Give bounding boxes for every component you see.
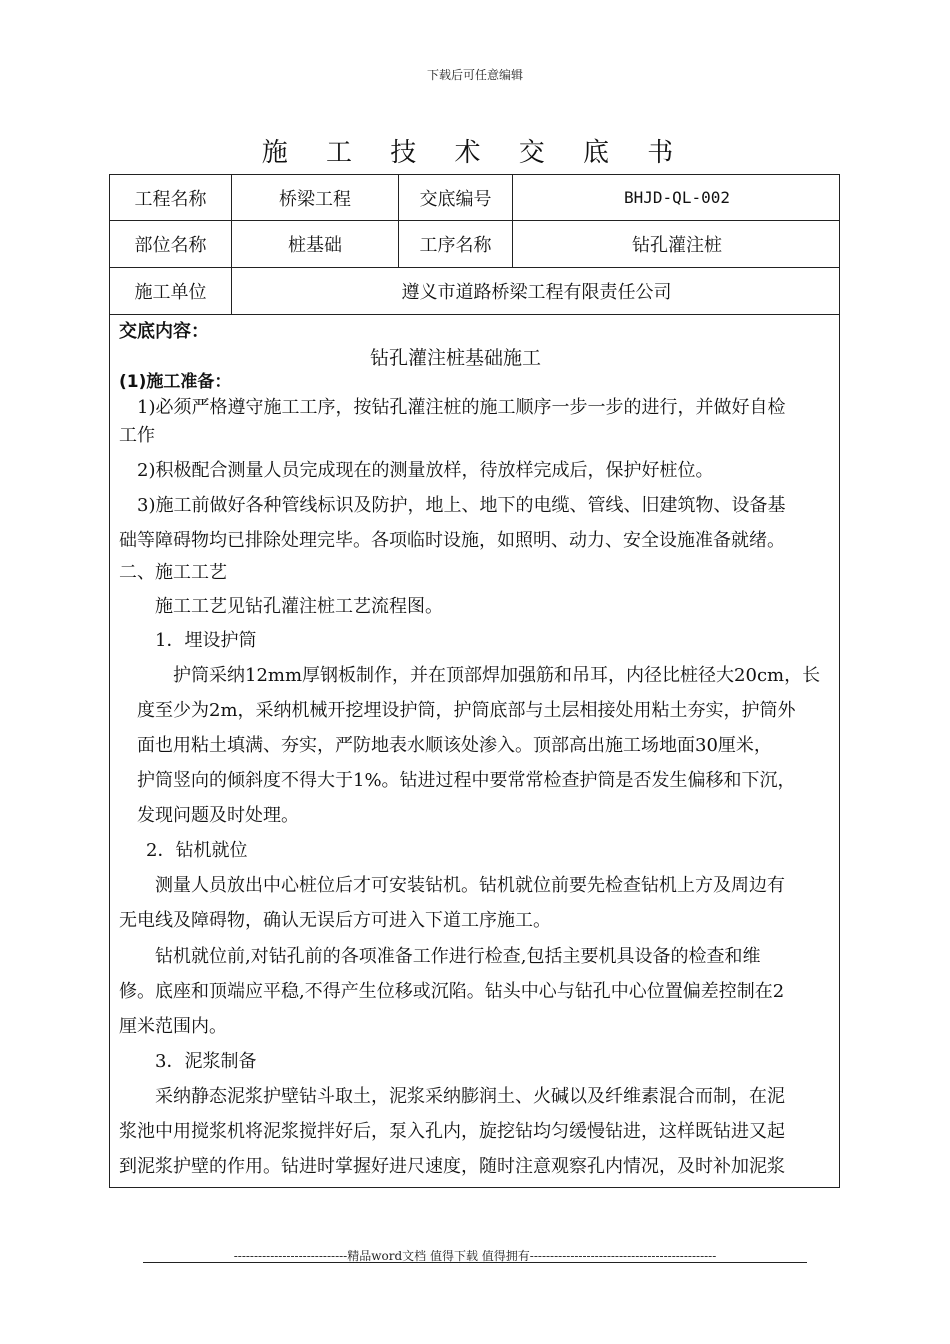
code-value: BHJD-QL-002 bbox=[624, 188, 730, 207]
part-name-value: 桩基础 bbox=[232, 221, 399, 267]
text-line: 础等障碍物均已排除处理完毕。各项临时设施，如照明、动力、安全设施准备就绪。 bbox=[119, 530, 785, 551]
process-name-value: 钻孔灌注桩 bbox=[632, 235, 722, 256]
text-line: 度至少为2m，采纳机械开挖埋设护筒，护筒底部与土层相接处用粘土夯实，护筒外 bbox=[137, 700, 796, 721]
process-name-label: 工序名称 bbox=[399, 221, 513, 267]
project-name-label: 工程名称 bbox=[110, 175, 232, 220]
text-line: 1)必须严格遵守施工工序，按钻孔灌注桩的施工顺序一步一步的进行，并做好自检 bbox=[137, 397, 786, 418]
content-subtitle: 钻孔灌注桩基础施工 bbox=[370, 347, 542, 369]
info-row-project bbox=[110, 175, 839, 221]
text-line: 护筒采纳12mm厚钢板制作，并在顶部焊加强筋和吊耳，内径比桩径大20cm，长 bbox=[173, 665, 821, 686]
subsection-rig: 2．钻机就位 bbox=[146, 840, 248, 861]
text-line: 施工工艺见钻孔灌注桩工艺流程图。 bbox=[155, 596, 443, 617]
construction-unit-label: 施工单位 bbox=[110, 268, 232, 314]
section-process: 二、施工工艺 bbox=[119, 562, 227, 583]
code-label: 交底编号 bbox=[399, 175, 513, 220]
text-line: 工作 bbox=[119, 425, 155, 446]
text-line: 到泥浆护壁的作用。钻进时掌握好进尺速度，随时注意观察孔内情况，及时补加泥浆 bbox=[119, 1156, 785, 1177]
footer-divider bbox=[143, 1262, 807, 1263]
disclosure-form bbox=[109, 174, 840, 1188]
text-line: 厘米范围内。 bbox=[119, 1016, 227, 1037]
info-row-part bbox=[110, 221, 839, 268]
text-line: 采纳静态泥浆护壁钻斗取土，泥浆采纳膨润土、火碱以及纤维素混合而制，在泥 bbox=[155, 1086, 785, 1107]
text-line: 测量人员放出中心桩位后才可安装钻机。钻机就位前要先检查钻机上方及周边有 bbox=[155, 875, 785, 896]
text-line: 无电线及障碍物，确认无误后方可进入下道工序施工。 bbox=[119, 910, 551, 931]
subsection-casing: 1．埋设护筒 bbox=[155, 630, 257, 651]
text-line: 发现问题及时处理。 bbox=[137, 805, 299, 826]
text-line: 钻机就位前,对钻孔前的各项准备工作进行检查,包括主要机具设备的检查和维 bbox=[155, 946, 761, 967]
text-line: 浆池中用搅浆机将泥浆搅拌好后，泵入孔内，旋挖钻均匀缓慢钻进，这样既钻进又起 bbox=[119, 1121, 785, 1142]
text-line: 修。底座和顶端应平稳,不得产生位移或沉陷。钻头中心与钻孔中心位置偏差控制在2 bbox=[119, 981, 785, 1002]
header-note: 下载后可任意编辑 bbox=[426, 68, 523, 82]
text-line: 护筒竖向的倾斜度不得大于1%。钻进过程中要常常检查护筒是否发生偏移和下沉， bbox=[137, 770, 796, 791]
info-row-unit bbox=[110, 268, 839, 315]
construction-unit-value: 遵义市道路桥梁工程有限责任公司 bbox=[401, 282, 672, 303]
content-heading: 交底内容： bbox=[119, 321, 209, 342]
part-name-label: 部位名称 bbox=[110, 221, 232, 267]
text-line: 3)施工前做好各种管线标识及防护，地上、地下的电缆、管线、旧建筑物、设备基 bbox=[137, 495, 786, 516]
footer-text: ----------------------------精品word文档 值得下载 值得拥有---------------------------------------------- bbox=[233, 1249, 717, 1263]
subsection-slurry: 3．泥浆制备 bbox=[155, 1051, 257, 1072]
document-title: 施 工 技 术 交 底 书 bbox=[261, 138, 689, 168]
text-line: 面也用粘土填满、夯实，严防地表水顺该处渗入。顶部高出施工场地面30厘米， bbox=[137, 735, 772, 756]
text-line: 2)积极配合测量人员完成现在的测量放样，待放样完成后，保护好桩位。 bbox=[137, 460, 714, 481]
section-preparation: (1)施工准备： bbox=[119, 372, 232, 392]
project-name-value: 桥梁工程 bbox=[232, 175, 399, 220]
